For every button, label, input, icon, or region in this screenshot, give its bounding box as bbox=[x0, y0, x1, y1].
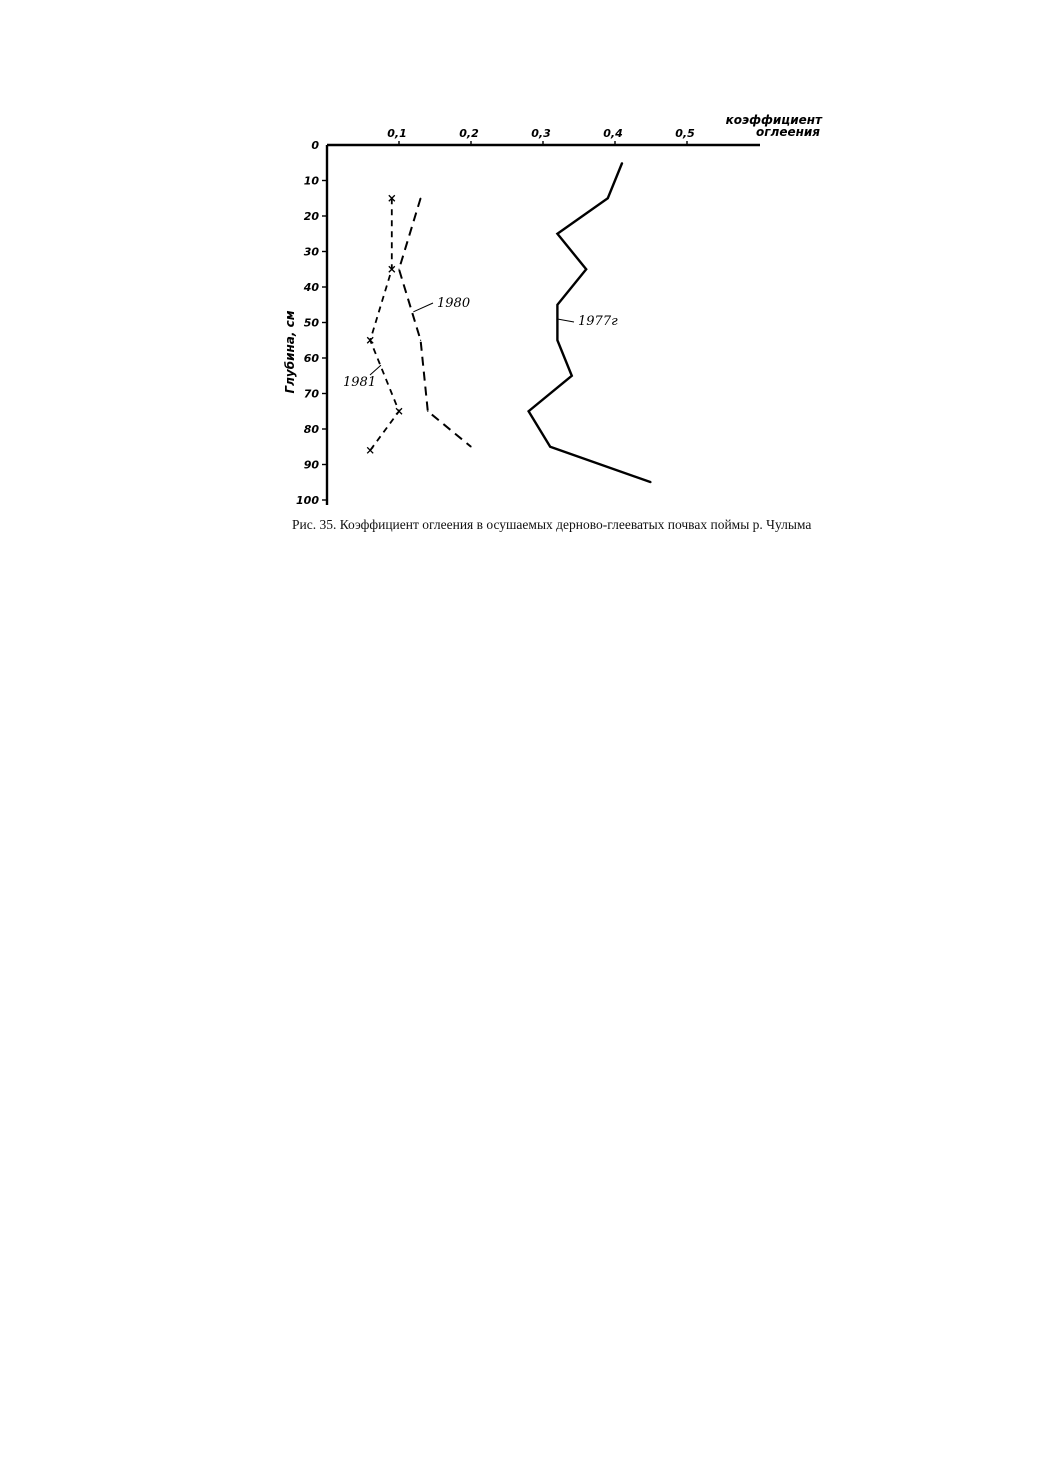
y-tick-label: 40 bbox=[303, 281, 319, 294]
y-tick-label: 70 bbox=[303, 387, 319, 401]
series-line-2 bbox=[399, 198, 471, 447]
y-tick-label: 80 bbox=[303, 423, 319, 436]
series-point-1 bbox=[557, 304, 558, 305]
series-name-label-1: 1977г bbox=[578, 314, 618, 329]
axes-layer bbox=[322, 141, 760, 505]
series-point-2 bbox=[398, 269, 399, 270]
series-point-1 bbox=[607, 198, 608, 199]
series-line-3 bbox=[370, 198, 399, 450]
x-axis-title-line1: коэффициент bbox=[725, 113, 822, 127]
series-point-1 bbox=[650, 482, 651, 483]
series-name-label-3: 1981 bbox=[343, 375, 377, 390]
series-point-1 bbox=[528, 411, 529, 412]
x-tick-label: 0,1 bbox=[387, 127, 407, 140]
series-point-1 bbox=[557, 233, 558, 234]
series-point-2 bbox=[470, 446, 471, 447]
y-tick-label: 100 bbox=[296, 494, 319, 507]
y-axis-title: Глубина, см bbox=[283, 310, 297, 394]
chart-figure bbox=[0, 0, 1040, 520]
x-tick-label: 0,5 bbox=[675, 127, 695, 140]
x-tick-label: 0,3 bbox=[531, 127, 551, 140]
chart-svg bbox=[0, 0, 1040, 520]
figure-caption: Рис. 35. Коэффициент оглеения в осушаемых дерново-глееватых почвах поймы р. Чулыма bbox=[292, 517, 812, 532]
y-tick-label: 10 bbox=[303, 174, 319, 188]
y-tick-label: 50 bbox=[303, 316, 319, 330]
series-point-1 bbox=[586, 269, 587, 270]
x-axis-title-line2: оглеения bbox=[756, 125, 820, 139]
series-point-1 bbox=[557, 340, 558, 341]
series-name-label-2: 1980 bbox=[437, 296, 471, 311]
series-leader-line-1 bbox=[557, 319, 574, 322]
y-tick-label: 0 bbox=[311, 139, 319, 152]
series-point-2 bbox=[420, 198, 421, 199]
y-tick-label: 30 bbox=[303, 245, 319, 259]
y-tick-label: 60 bbox=[303, 352, 319, 365]
x-tick-label: 0,4 bbox=[603, 127, 623, 140]
series-point-3 bbox=[367, 447, 373, 453]
series-point-2 bbox=[420, 340, 421, 341]
series-leader-line-3 bbox=[370, 365, 381, 375]
y-tick-label: 20 bbox=[303, 210, 319, 223]
series-point-1 bbox=[622, 162, 623, 163]
series-point-1 bbox=[550, 446, 551, 447]
series-point-3 bbox=[396, 408, 402, 414]
x-tick-label: 0,2 bbox=[459, 127, 479, 140]
y-tick-label: 90 bbox=[303, 458, 319, 472]
series-point-2 bbox=[427, 411, 428, 412]
series-leader-line-2 bbox=[413, 303, 433, 312]
series-point-1 bbox=[571, 375, 572, 376]
